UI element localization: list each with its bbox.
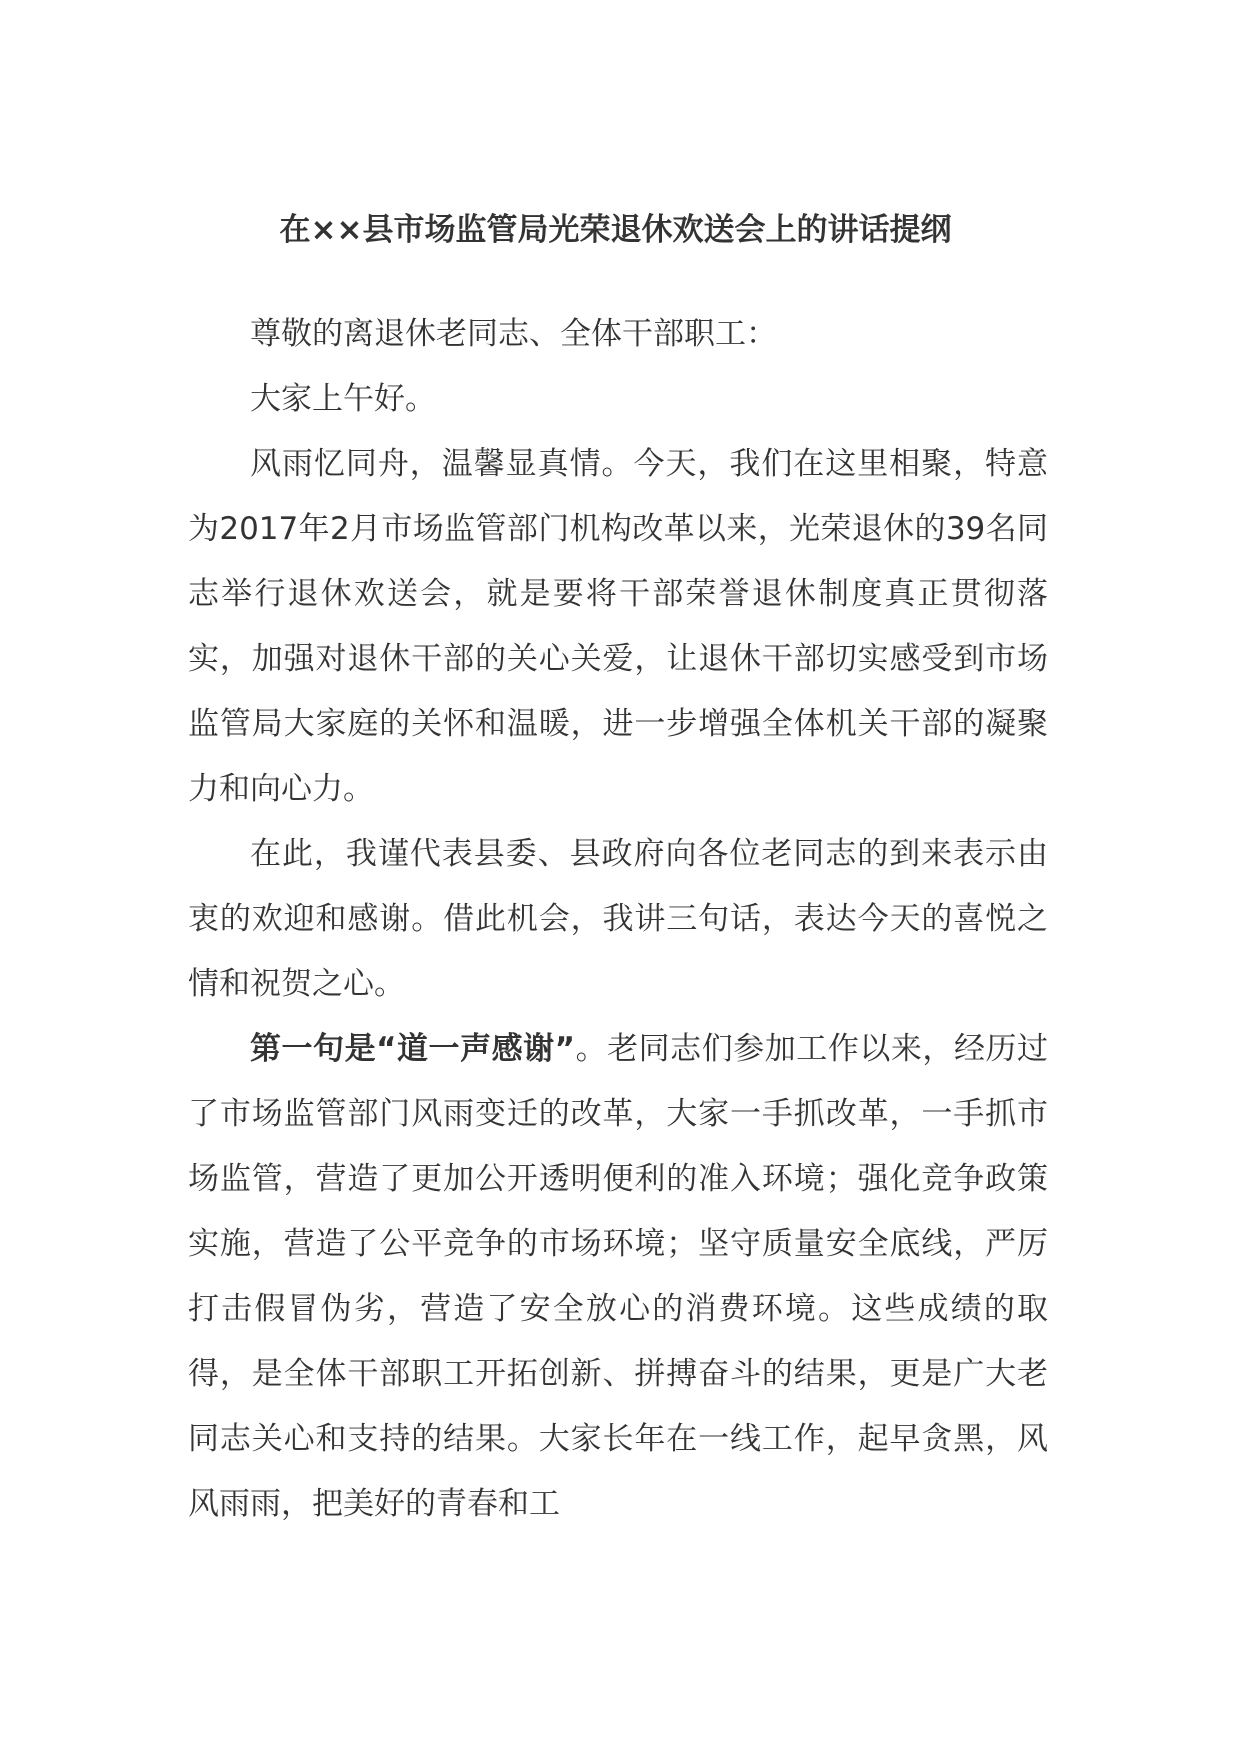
paragraph-welcome: 在此，我谨代表县委、县政府向各位老同志的到来表示由衷的欢迎和感谢。借此机会，我讲三句话，表达今天的喜悦之情和祝贺之心。: [188, 836, 1048, 1002]
document-body: [188, 302, 1048, 1537]
first-point-heading: 第一句是“道一声感谢”: [250, 1031, 576, 1067]
paragraph-first-point: [188, 1017, 1048, 1537]
first-point-text: 。老同志们参加工作以来，经历过了市场监管部门风雨变迁的改革，大家一手抓改革，一手抓市场监管，营造了更加公开透明便利的准入环境；强化竞争政策实施，营造了公平竞争的市场环境；坚守质量安全底线，严厉打击假冒伪劣，营造了安全放心的消费环境。这些成绩的取得，是全体干部职工开拓创新、拼搏奋斗的结果，更是广大老同志关心和支持的结果。大家长年在一线工作，起早贪黑，风风雨雨，把美好的青春和工: [188, 1031, 1049, 1522]
document-title: 在××县市场监管局光荣退休欢送会上的讲话提纲: [279, 212, 952, 248]
greeting: 大家上午好。: [250, 381, 436, 417]
salutation: 尊敬的离退休老同志、全体干部职工：: [250, 316, 777, 352]
paragraph-opening: 风雨忆同舟，温馨显真情。今天，我们在这里相聚，特意为2017年2月市场监管部门机构改革以来，光荣退休的39名同志举行退休欢送会，就是要将干部荣誉退休制度真正贯彻落实，加强对退休干部的关心关爱，让退休干部切实感受到市场监管局大家庭的关怀和温暖，进一步增强全体机关干部的凝聚力和向心力。: [188, 446, 1048, 807]
